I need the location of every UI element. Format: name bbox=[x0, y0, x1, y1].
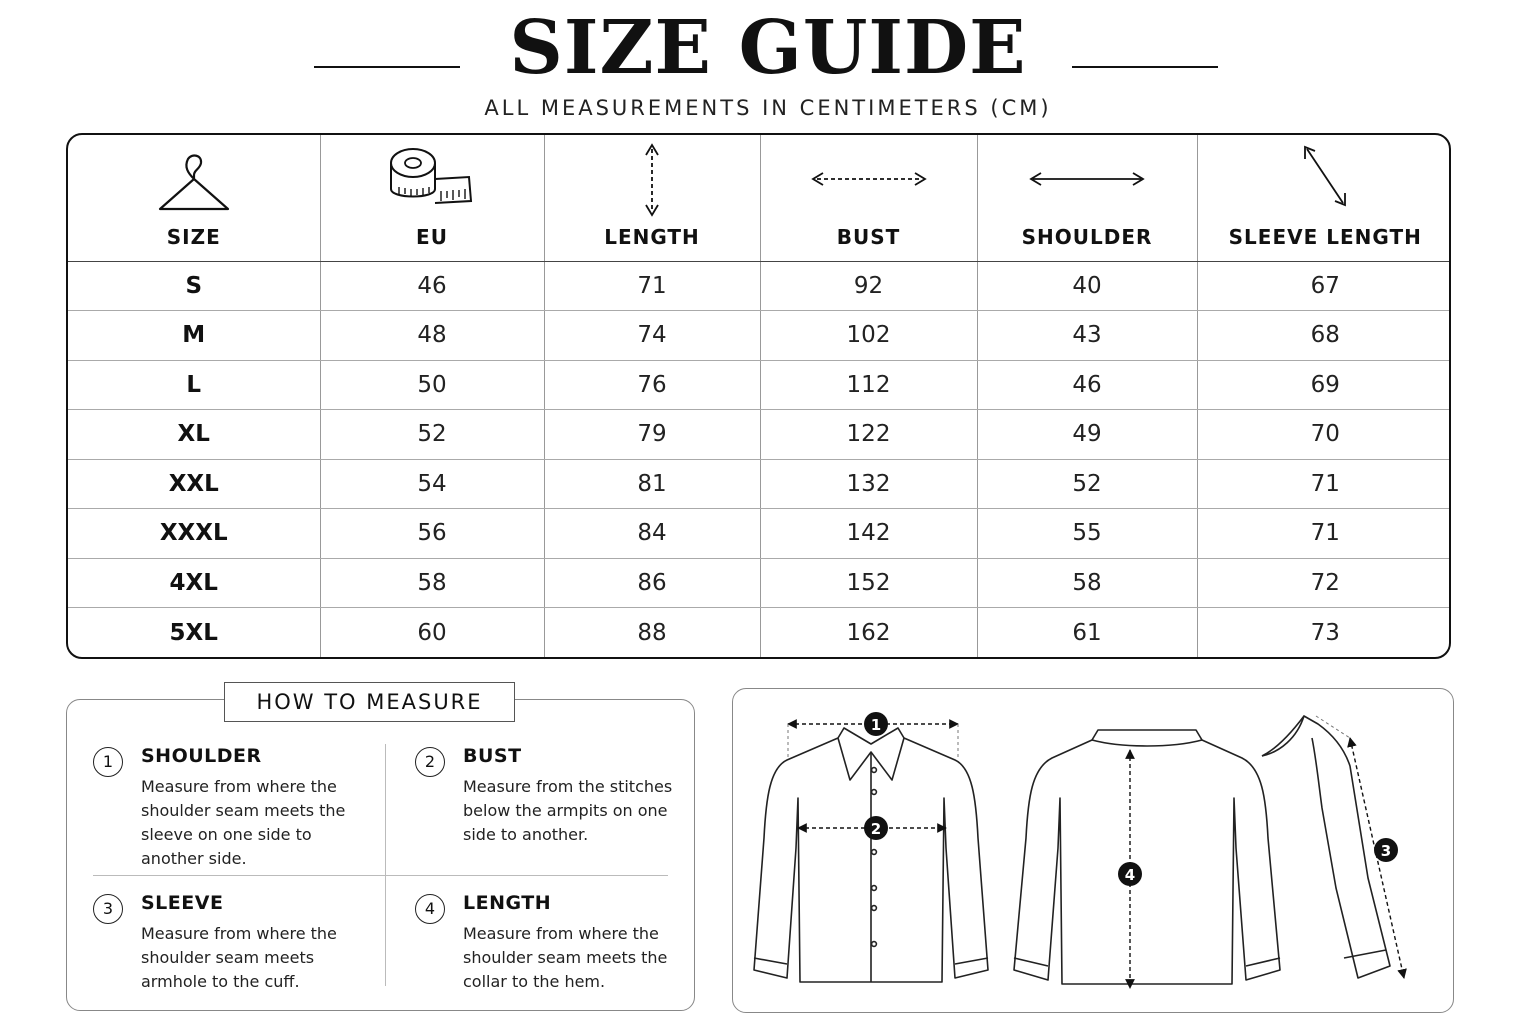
sleeve-length-cell: 67 bbox=[1197, 261, 1451, 311]
sleeve-length-cell: 72 bbox=[1197, 558, 1451, 608]
measuring-tape-icon bbox=[387, 143, 477, 217]
horizontal-dashed-arrow-icon bbox=[811, 143, 927, 217]
marker-label: 3 bbox=[1380, 842, 1392, 860]
sleeve-length-cell: 73 bbox=[1310, 619, 1340, 646]
size-table bbox=[68, 135, 1451, 657]
sleeve-length-cell: 70 bbox=[1197, 410, 1451, 460]
sleeve-length-cell: 68 bbox=[1197, 311, 1451, 361]
table-row bbox=[68, 410, 1451, 460]
shoulder-cell: 52 bbox=[977, 459, 1197, 509]
length-cell: 84 bbox=[544, 509, 760, 559]
bust-cell: 122 bbox=[760, 410, 977, 460]
step-description: Measure from where the shoulder seam meets armhole to the cuff. bbox=[141, 924, 337, 991]
horizontal-arrow-icon bbox=[1029, 143, 1145, 217]
length-cell: 71 bbox=[544, 261, 760, 311]
table-row bbox=[68, 311, 1451, 361]
column-header-label: BUST bbox=[836, 224, 901, 249]
marker-label: 4 bbox=[1124, 866, 1136, 884]
page-subtitle: ALL MEASUREMENTS IN CENTIMETERS (CM) bbox=[484, 96, 1052, 120]
size-cell: S bbox=[68, 261, 320, 311]
bust-cell: 142 bbox=[760, 509, 977, 559]
column-header-label: LENGTH bbox=[604, 224, 700, 249]
table-row bbox=[68, 261, 1451, 311]
table-row bbox=[68, 360, 1451, 410]
how-to-measure-vertical-divider bbox=[385, 744, 386, 986]
table-row bbox=[68, 459, 1451, 509]
shoulder-cell: 61 bbox=[977, 608, 1197, 658]
step-number-badge: 1 bbox=[93, 747, 123, 777]
eu-cell: 52 bbox=[320, 410, 544, 460]
how-to-measure-title: HOW TO MEASURE bbox=[224, 682, 515, 722]
table-row bbox=[68, 558, 1451, 608]
shoulder-cell: 55 bbox=[977, 509, 1197, 559]
eu-cell: 50 bbox=[320, 360, 544, 410]
table-header-row bbox=[68, 135, 1451, 261]
title-divider-right bbox=[1072, 66, 1218, 68]
eu-cell: 48 bbox=[320, 311, 544, 361]
shoulder-cell: 40 bbox=[977, 261, 1197, 311]
shoulder-cell: 46 bbox=[977, 360, 1197, 410]
size-cell: 4XL bbox=[68, 558, 320, 608]
column-header-sleeve-length bbox=[1197, 135, 1451, 261]
shirt-front-illustration bbox=[754, 728, 988, 982]
step-title: LENGTH bbox=[463, 892, 552, 914]
marker-label: 2 bbox=[870, 820, 882, 838]
eu-cell: 56 bbox=[320, 509, 544, 559]
bust-cell: 152 bbox=[760, 558, 977, 608]
shoulder-cell: 49 bbox=[977, 410, 1197, 460]
shirt-back-illustration bbox=[1014, 730, 1280, 984]
column-header-label: SHOULDER bbox=[1021, 224, 1153, 249]
bust-cell: 102 bbox=[760, 311, 977, 361]
step-title: SLEEVE bbox=[141, 892, 224, 914]
sleeve-length-cell: 71 bbox=[1197, 509, 1451, 559]
column-header-length bbox=[544, 135, 760, 261]
step-description: Measure from where the shoulder seam meets the collar to the hem. bbox=[463, 924, 668, 991]
shirt-side-illustration bbox=[1262, 716, 1390, 978]
length-cell: 88 bbox=[544, 608, 760, 658]
size-table-container bbox=[66, 133, 1451, 659]
how-to-measure-horizontal-divider bbox=[93, 875, 668, 876]
marker-3-badge bbox=[1374, 838, 1398, 862]
size-cell: XXXL bbox=[68, 509, 320, 559]
header bbox=[0, 5, 1536, 120]
length-cell: 79 bbox=[544, 410, 760, 460]
bust-cell: 112 bbox=[760, 360, 977, 410]
step-number-badge: 3 bbox=[93, 894, 123, 924]
bust-cell: 92 bbox=[760, 261, 977, 311]
marker-label: 1 bbox=[870, 716, 882, 734]
table-row bbox=[68, 509, 1451, 559]
bust-cell: 132 bbox=[760, 459, 977, 509]
marker-4-badge bbox=[1118, 862, 1142, 886]
length-cell: 74 bbox=[544, 311, 760, 361]
size-cell: L bbox=[68, 360, 320, 410]
hanger-icon bbox=[154, 143, 234, 217]
shirt-diagram bbox=[732, 688, 1454, 1013]
column-header-shoulder bbox=[977, 135, 1197, 261]
vertical-arrow-icon bbox=[642, 143, 662, 217]
marker-1-badge bbox=[864, 712, 888, 736]
sleeve-length-cell: 71 bbox=[1197, 459, 1451, 509]
length-cell: 76 bbox=[544, 360, 760, 410]
shoulder-cell: 43 bbox=[977, 311, 1197, 361]
eu-cell: 58 bbox=[320, 558, 544, 608]
size-cell: 5XL bbox=[68, 608, 320, 658]
table-row bbox=[68, 608, 1451, 658]
diagonal-arrow-icon bbox=[1301, 143, 1349, 217]
step-number-badge: 2 bbox=[415, 747, 445, 777]
shoulder-cell: 58 bbox=[977, 558, 1197, 608]
length-cell: 81 bbox=[544, 459, 760, 509]
sleeve-length-cell: 69 bbox=[1197, 360, 1451, 410]
size-cell: XL bbox=[68, 410, 320, 460]
page-title: SIZE GUIDE bbox=[509, 5, 1027, 91]
marker-2-badge bbox=[864, 816, 888, 840]
step-number-badge: 4 bbox=[415, 894, 445, 924]
step-title: BUST bbox=[463, 745, 522, 767]
column-header-bust bbox=[760, 135, 977, 261]
eu-cell: 46 bbox=[320, 261, 544, 311]
eu-cell: 54 bbox=[320, 459, 544, 509]
step-description: Measure from the stitches below the armpits on one side to another. bbox=[463, 777, 673, 844]
eu-cell: 60 bbox=[320, 608, 544, 658]
column-header-label: SIZE bbox=[166, 224, 221, 249]
column-header-eu bbox=[320, 135, 544, 261]
bust-cell: 162 bbox=[760, 608, 977, 658]
step-description: Measure from where the shoulder seam meets the sleeve on one side to another side. bbox=[141, 777, 346, 868]
size-table-body bbox=[68, 261, 1451, 657]
length-cell: 86 bbox=[544, 558, 760, 608]
size-cell: XXL bbox=[68, 459, 320, 509]
column-header-label: SLEEVE LENGTH bbox=[1228, 224, 1422, 249]
step-title: SHOULDER bbox=[141, 745, 262, 767]
column-header-label: EU bbox=[416, 224, 448, 249]
column-header-size bbox=[68, 135, 320, 261]
size-cell: M bbox=[68, 311, 320, 361]
